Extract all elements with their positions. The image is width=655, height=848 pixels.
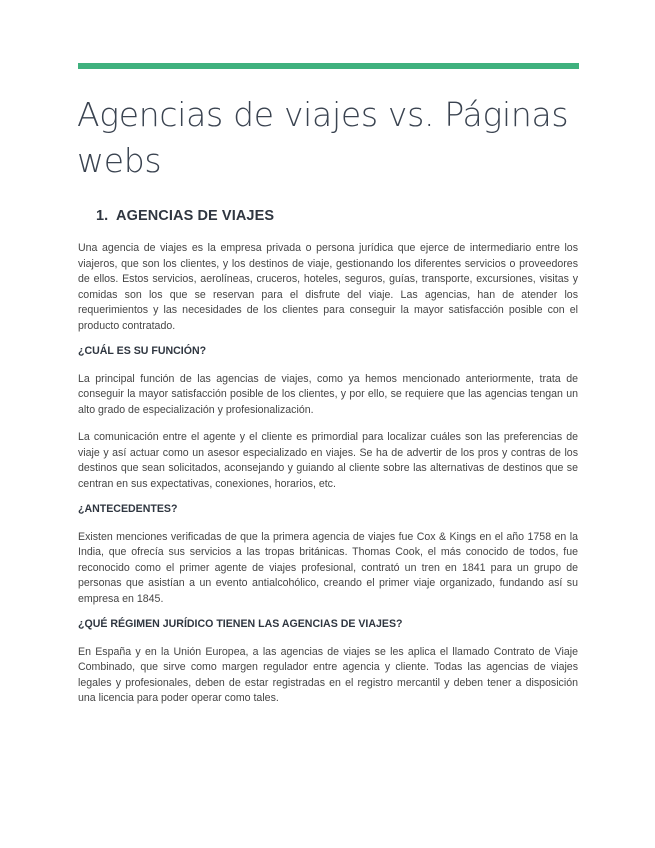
spacer bbox=[78, 360, 578, 372]
subheading-regimen: ¿QUÉ RÉGIMEN JURÍDICO TIENEN LAS AGENCIAS DE VIAJES? bbox=[78, 618, 403, 630]
section-number: 1. bbox=[96, 208, 109, 224]
spacer bbox=[78, 607, 578, 617]
spacer bbox=[78, 518, 578, 530]
document-title: Agencias de viajes vs. Páginas webs bbox=[77, 95, 569, 180]
funcion-paragraph-2: La comunicación entre el agente y el cliente es primordial para localizar cuáles son las preferencias de viaje y así actuar como un asesor especializado en viajes. Se ha de advertir de los pros y contras de los destinos que sean solicitados, aconsejando y guiando al cliente sobre las alternativas de destinos que se centran en sus expectativas, conexiones, horarios, etc. bbox=[78, 431, 578, 490]
regimen-paragraph: En España y en la Unión Europea, a las agencias de viajes se les aplica el llamado Contrato de Viaje Combinado, que sirve como margen regulador entre agencia y cliente. Todas las agencias de viajes legales y profesionales, deben de estar registradas en el registro mercantil y deben tener a disposición una licencia para poder operar como tales. bbox=[78, 645, 578, 704]
section-heading-text: AGENCIAS DE VIAJES bbox=[116, 208, 275, 224]
spacer bbox=[78, 633, 578, 645]
section-heading-agencias bbox=[96, 206, 578, 226]
spacer bbox=[78, 418, 578, 430]
spacer bbox=[78, 492, 578, 502]
funcion-paragraph-1: La principal función de las agencias de viajes, como ya hemos mencionado anteriormente, trata de conseguir la mayor satisfacción posible de los clientes, y por ello, se requiere que las agencias tengan un alto grado de especialización y profesionalización. bbox=[78, 372, 578, 416]
title-accent-bar bbox=[78, 63, 579, 69]
subheading-funcion: ¿CUÁL ES SU FUNCIÓN? bbox=[78, 345, 207, 357]
document-body bbox=[78, 206, 578, 707]
antecedentes-paragraph: Existen menciones verificadas de que la primera agencia de viajes fue Cox & Kings en el año 1758 en la India, que ofrecía sus servicios a las tropas británicas. Thomas Cook, el más conocido de todos, fue reconocido como el primer agente de viajes profesional, contrató un tren en 1841 para un grupo de personas que asistían a un evento antialcohólico, creando el primer viaje organizado, fundando así su empresa en 1845. bbox=[78, 530, 578, 605]
intro-paragraph: Una agencia de viajes es la empresa privada o persona jurídica que ejerce de intermediario entre los viajeros, que son los clientes, y los destinos de viaje, gestionando los diferentes servicios o proveedores de ellos. Estos servicios, aerolíneas, cruceros, hoteles, seguros, guías, transporte, excursiones, visitas y comidas son los que se reservan para el disfrute del viaje. Las agencias, han de atender los requerimientos y las necesidades de los clientes para conseguir la mayor satisfacción posible con el producto contratado. bbox=[78, 242, 578, 332]
subheading-antecedentes: ¿ANTECEDENTES? bbox=[78, 503, 178, 515]
spacer bbox=[78, 334, 578, 344]
